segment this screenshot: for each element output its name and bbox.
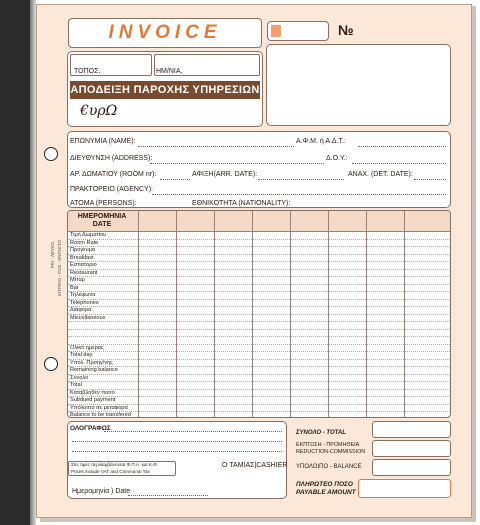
grid-row-line (68, 411, 450, 412)
grid-row-label: Telephones (70, 299, 99, 306)
payable-label-en: PAYABLE AMOUNT (296, 489, 356, 496)
total-label: ΣΥΝΟΛΟ - TOTAL (296, 430, 346, 436)
grid-row-line (68, 374, 450, 375)
in-words-line-2[interactable] (72, 441, 282, 442)
tax-office-label: Δ.Ο.Υ.: (326, 155, 348, 162)
grid-row-label: Restaurant (70, 269, 98, 276)
binder-spine (0, 0, 30, 525)
grid-row-line (68, 276, 450, 277)
grid-header-divider (68, 231, 450, 232)
room-line[interactable] (160, 179, 190, 180)
currency-logo: €υρΩ (80, 103, 118, 119)
place-label: ΤΟΠΟΣ, (74, 68, 101, 75)
grid-row-line (68, 314, 450, 315)
grid-column-divider (290, 211, 291, 418)
punch-hole-top (44, 147, 58, 161)
address-label: ΔΙΕΥΘΥΝΣΗ (ADDRESS): (70, 155, 153, 162)
date-footer-line[interactable] (128, 495, 208, 496)
grid-row-line (68, 239, 450, 240)
vat-note-en: Prices include VAT and Communal Tax (71, 469, 150, 474)
grid-column-divider (404, 211, 405, 418)
grid-column-divider (214, 211, 215, 418)
in-words-line-3[interactable] (72, 451, 282, 452)
receipt-banner: ΑΠΟΔΕΙΞΗ ΠΑΡΟΧΗΣ ΥΠΗΡΕΣΙΩΝ (70, 81, 260, 99)
grid-column-divider (252, 211, 253, 418)
grid-row-line (68, 366, 450, 367)
agency-label: ΠΡΑΚΤΟΡΕΙΟ (AGENCY): (70, 186, 153, 193)
grid-row-line (68, 381, 450, 382)
grid-row-label: Balance to be transfered (70, 412, 131, 418)
vat-line[interactable] (358, 146, 446, 147)
address-line[interactable] (150, 163, 324, 164)
room-label: ΑΡ. ΔΩΜΑΤΙΟΥ (ROOM nr): (70, 171, 157, 178)
grid-row-line (68, 321, 450, 322)
grid-row-label: Σύνολο (70, 374, 89, 381)
balance-label: ΥΠΟΛΟΙΠΟ - BALANCE (296, 464, 362, 470)
nationality-label: ΕΘΝΙΚΟΤΗΤΑ (NATIONALITY): (192, 200, 291, 207)
date-footer-label: Ημερομηνία ) Date (72, 488, 131, 495)
grid-column-divider (366, 211, 367, 418)
grid-column-divider (176, 211, 177, 418)
grid-row-label: Καταβληθέν ποσό (70, 389, 115, 396)
grid-column-divider (328, 211, 329, 418)
payable-amount-field[interactable] (358, 479, 451, 498)
side-copy-text-1: ΡΕΙ - ΛΕΥΚΟ (50, 241, 55, 268)
grid-row-label: Τιμή Δωματίου (70, 232, 107, 238)
nationality-line[interactable] (290, 207, 446, 208)
agency-line[interactable] (152, 194, 446, 195)
persons-line[interactable] (135, 207, 190, 208)
grid-row-line (68, 246, 450, 247)
grid-row-line (68, 344, 450, 345)
in-words-line-1[interactable] (104, 431, 282, 432)
grid-row-line (68, 291, 450, 292)
grid-row-label: Total (70, 382, 82, 388)
date-label: ΗΜ/ΝΙΑ, (156, 68, 183, 75)
name-line[interactable] (138, 146, 294, 147)
grid-row-label: Room Rate (70, 239, 99, 246)
vat-note-gr: Στις τιμές περιλαμβάνονται Φ.Π.Α. και Κ.Φ. (71, 462, 159, 467)
grid-row-line (68, 269, 450, 270)
grid-row-line (68, 329, 450, 330)
in-words-label: ΟΛΟΓΡΑΦΩΣ (70, 425, 111, 432)
grid-row-label: Υπόλοιπο σε μεταφορά (70, 404, 128, 411)
discount-label-en: REDUCTION-COMMISSION (296, 449, 366, 455)
grid-row-line (68, 299, 450, 300)
grid-row-label: Εστιατόριο (70, 262, 97, 268)
persons-label: ΑΤΟΜΑ (PERSONS): (70, 200, 137, 207)
departure-label: ΑΝΑΧ. (DET. DATE): (348, 171, 413, 178)
grid-row-label: Breakfast (70, 254, 94, 261)
discount-field[interactable] (372, 440, 451, 457)
grid-date-header (72, 213, 132, 229)
grid-row-label: Subdued payment (70, 397, 116, 403)
grid-row-line (68, 336, 450, 337)
tax-office-line[interactable] (352, 163, 446, 164)
invoice-number-label: № (338, 22, 354, 38)
grid-row-label: Τηλέφωνα (70, 292, 96, 298)
invoice-number-field[interactable] (266, 44, 451, 126)
balance-field[interactable] (372, 459, 451, 476)
invoice-title: INVOICE (68, 18, 262, 48)
grid-row-label: Διάφορα (70, 307, 92, 313)
grid-row-label: Miscellaneous (70, 314, 106, 321)
charges-grid (67, 210, 451, 418)
grid-row-line (68, 284, 450, 285)
grid-column-divider (138, 211, 139, 418)
punch-hole-bottom (44, 357, 58, 371)
sheet-stack-edge (472, 6, 476, 518)
grid-row-label: Υπολ. Προηγ/νης (70, 359, 113, 366)
grid-row-label: Ολικό ημέρας (70, 344, 104, 351)
grid-row-line (68, 359, 450, 360)
grid-row-label: Total day (70, 352, 93, 358)
grid-date-header-gr: ΗΜΕΡΟΜΗΝΙΑ (77, 213, 127, 220)
sheet-stack-bottom (40, 518, 476, 522)
grid-row-line (68, 261, 450, 262)
grid-row-line (68, 396, 450, 397)
grid-row-line (68, 306, 450, 307)
cashier-label: Ο ΤΑΜΙΑΣ|CASHIER (222, 462, 288, 469)
grid-row-label: Μπαρ (70, 277, 85, 283)
departure-line[interactable] (414, 179, 446, 180)
grid-row-label: Bar (70, 284, 79, 291)
copy-tab-icon (271, 25, 281, 37)
arrival-line[interactable] (258, 179, 344, 180)
grid-row-line (68, 254, 450, 255)
grid-row-line (68, 404, 450, 405)
grid-row-label: Πρόγευμα (70, 247, 96, 253)
grid-row-label: Remaining balance (70, 367, 118, 373)
payable-label-gr: ΠΛΗΡΩΤΕΟ ΠΟΣΟ (296, 481, 353, 488)
grid-date-header-en: DATE (92, 221, 112, 228)
grid-row-line (68, 389, 450, 390)
name-label: ΕΠΩΝΥΜΙΑ (NAME): (70, 138, 136, 145)
side-copy-text-2: ΚΙΤΡΙΝΟ - ΡΟΖ - ΕΝΤΑΚΤΟ (57, 239, 62, 296)
total-field[interactable] (372, 421, 451, 438)
discount-label-gr: ΕΚΠΤΩΣΗ - ΠΡΟΜΗΘΕΙΑ (296, 442, 360, 448)
copy-indicator-box (267, 21, 329, 41)
arrival-label: ΑΦΙΞΗ(ARR. DATE): (192, 171, 258, 178)
grid-row-line (68, 351, 450, 352)
vat-label: Α.Φ.Μ. ή Α.Δ.Τ.: (296, 138, 346, 145)
